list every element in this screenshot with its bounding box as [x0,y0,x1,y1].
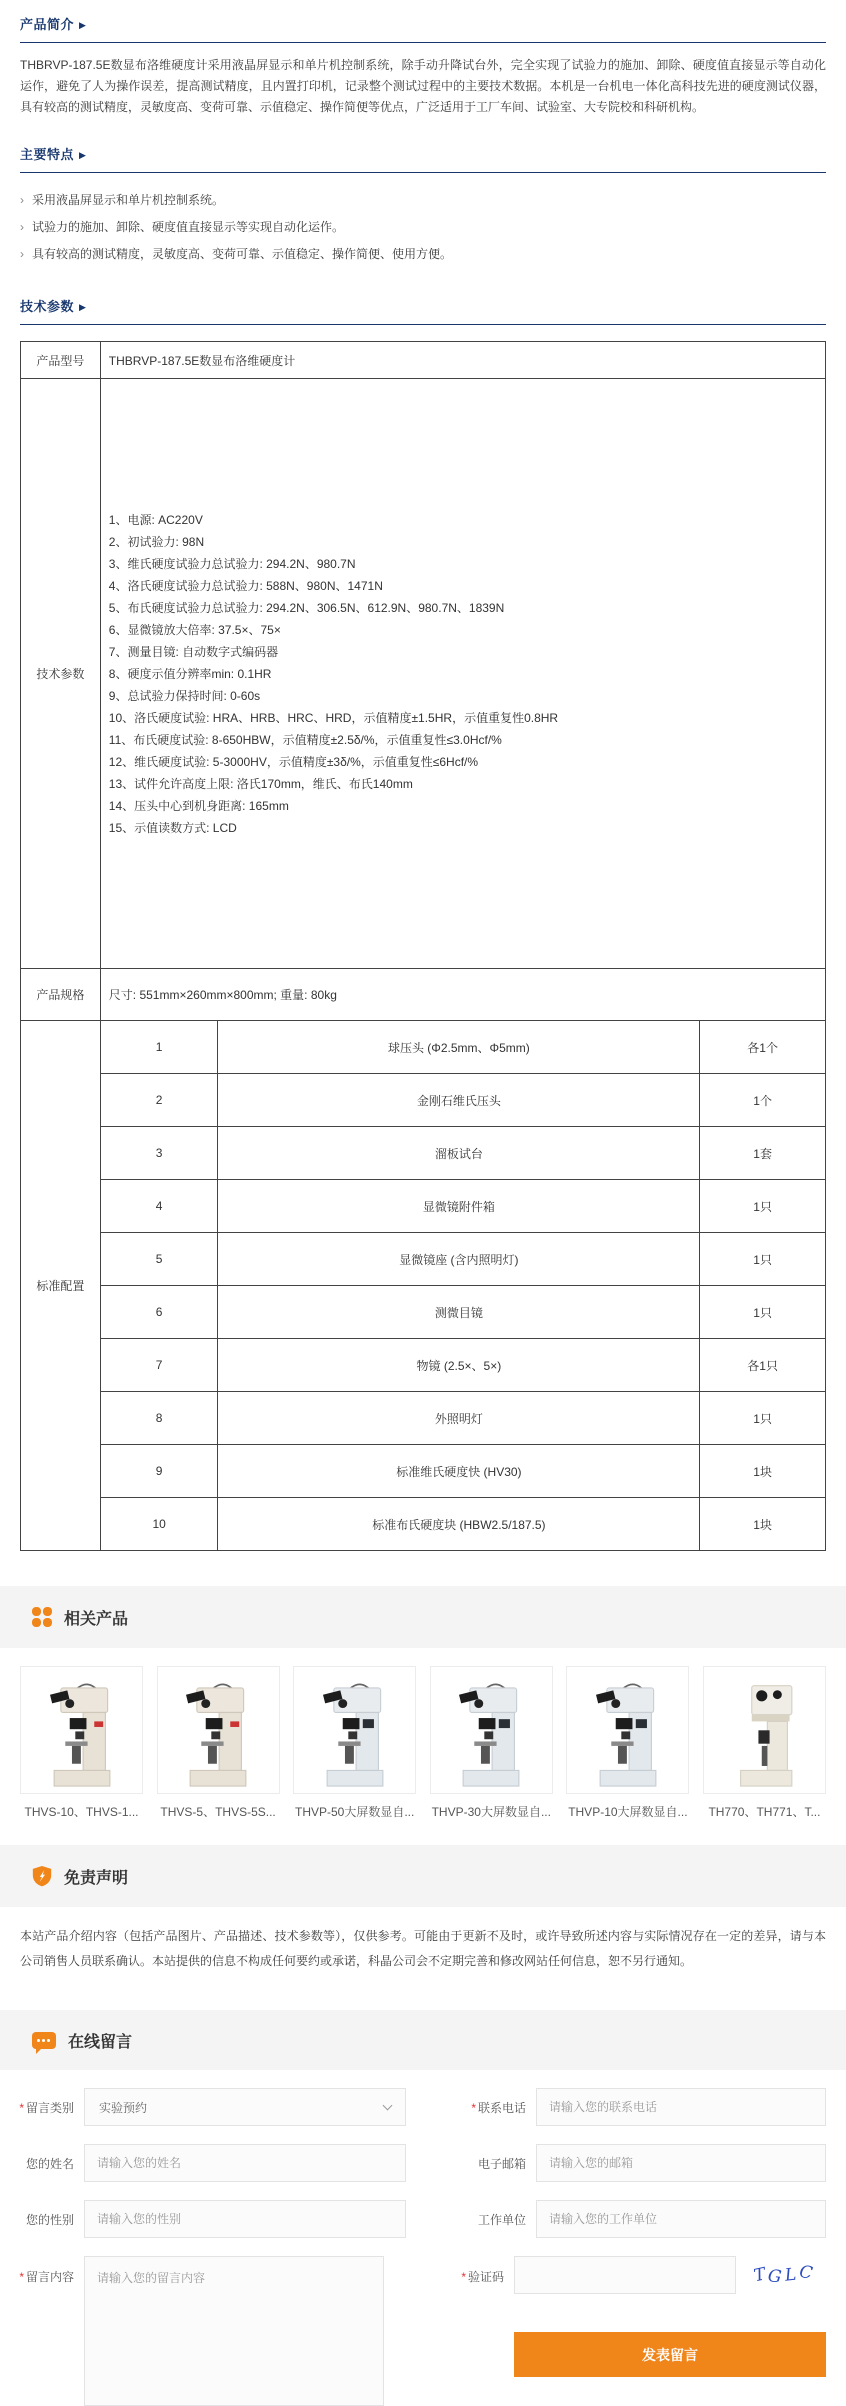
config-no: 3 [100,1127,218,1180]
param-line: 11、布氏硬度试验: 8-650HBW，示值精度±2.5δ/%，示值重复性≤3.0Hcf/% [108,732,502,747]
gender-input[interactable] [84,2200,406,2238]
config-item: 显微镜附件箱 [218,1180,700,1233]
company-label: 工作单位 [477,2212,526,2227]
captcha-input[interactable] [514,2256,736,2294]
message-form [0,2070,846,2406]
required-mark: * [471,2100,476,2115]
config-item: 测微目镜 [218,1286,700,1339]
form-row [8,2144,826,2182]
product-name[interactable]: TH770、TH771、T... [708,1805,821,1819]
size-value: 尺寸: 551mm×260mm×800mm; 重量: 80kg [100,969,825,1021]
feature-item [20,187,826,214]
message-form-title: 在线留言 [68,2033,133,2051]
config-row [21,1180,826,1233]
feature-text: 采用液晶屏显示和单片机控制系统。 [32,193,225,207]
param-line: 10、洛氏硬度试验: HRA、HRB、HRC、HRD，示值精度±1.5HR，示值重复性0.8HR [108,710,559,725]
table-row-size [21,969,826,1021]
field-gender [8,2200,406,2238]
config-row [21,1127,826,1180]
config-qty: 1块 [700,1498,826,1551]
form-row [8,2256,826,2406]
specs-title: 技术参数 [20,299,75,314]
product-name[interactable]: THVS-10、THVS-1... [24,1805,139,1819]
company-input[interactable] [536,2200,826,2238]
config-qty: 各1只 [700,1339,826,1392]
product-image [430,1666,553,1794]
required-mark: * [461,2270,466,2284]
param-line: 7、测量目镜: 自动数字式编码器 [108,644,279,659]
config-no: 6 [100,1286,218,1339]
config-row [21,1392,826,1445]
config-no: 7 [100,1339,218,1392]
param-line: 15、示值读数方式: LCD [108,820,237,835]
chat-bubble-icon [32,2032,56,2049]
product-name[interactable]: THVP-10大屏数显自... [568,1805,688,1819]
product-image [157,1666,280,1794]
product-name[interactable]: THVS-5、THVS-5S... [160,1805,276,1819]
chevron-down-icon [383,2100,393,2110]
category-label: * 留言类别 [19,2100,74,2115]
config-item: 金刚石维氏压头 [218,1074,700,1127]
param-line: 13、试件允许高度上限: 洛氏170mm，维氏、布氏140mm [108,776,413,791]
table-row-model [21,342,826,379]
size-label: 产品规格 [21,969,101,1021]
intro-title: 产品简介 [20,17,75,32]
param-line: 4、洛氏硬度试验力总试验力: 588N、980N、1471N [108,578,383,593]
config-item: 溜板试台 [218,1127,700,1180]
product-image [20,1666,143,1794]
config-no: 4 [100,1180,218,1233]
param-line: 5、布氏硬度试验力总试验力: 294.2N、306.5N、612.9N、980.7N、1839N [108,600,505,615]
phone-input[interactable] [536,2088,826,2126]
param-line: 14、压头中心到机身距离: 165mm [108,798,289,813]
intro-section-heading [0,14,846,33]
submit-message-button[interactable]: 发表留言 [514,2332,826,2377]
product-image [566,1666,689,1794]
feature-item [20,241,826,268]
product-name[interactable]: THVP-30大屏数显自... [431,1805,551,1819]
bullet-icon: › [20,247,24,261]
feature-item [20,214,826,241]
config-qty: 1只 [700,1392,826,1445]
config-row [21,1074,826,1127]
heading-rule [20,42,826,43]
field-content [8,2256,384,2406]
param-line: 3、维氏硬度试验力总试验力: 294.2N、980.7N [108,556,356,571]
content-textarea[interactable] [84,2256,384,2406]
config-row [21,1286,826,1339]
config-item: 标准维氏硬度快 (HV30) [218,1445,700,1498]
product-image [703,1666,826,1794]
email-label: 电子邮箱 [477,2156,526,2171]
field-email [460,2144,826,2182]
param-line: 8、硬度示值分辨率min: 0.1HR [108,666,272,681]
config-qty: 各1个 [700,1021,826,1074]
config-item: 显微镜座 (含内照明灯) [218,1233,700,1286]
product-image [293,1666,416,1794]
field-company [460,2200,826,2238]
hardness-tester-illustration [452,1681,530,1793]
product-card[interactable] [157,1666,280,1820]
heading-rule [20,172,826,173]
product-card[interactable] [20,1666,143,1820]
disclaimer-title: 免责声明 [64,1869,129,1887]
config-qty: 1个 [700,1074,826,1127]
hardness-tester-illustration [725,1681,803,1793]
product-card[interactable] [566,1666,689,1820]
config-row [21,1339,826,1392]
shield-icon [32,1865,52,1887]
config-qty: 1只 [700,1286,826,1339]
config-no: 9 [100,1445,218,1498]
feature-text: 具有较高的测试精度，灵敏度高、变荷可靠、示值稳定、操作简便、使用方便。 [32,247,453,261]
heading-arrow-icon: ▶ [79,302,86,312]
param-line: 1、电源: AC220V [108,512,203,527]
config-no: 2 [100,1074,218,1127]
config-row [21,1021,826,1074]
disclaimer-text: 本站产品介绍内容（包括产品图片、产品描述、技术参数等），仅供参考。可能由于更新不及时，或许导致所述内容与实际情况存在一定的差异，请与本公司销售人员联系确认。本站提供的信息不构成任何要约或承诺，科晶公司会不定期完善和修改网站任何信息，恕不另行通知。 [20,1929,826,1968]
category-selected-value: 实验预约 [99,2100,148,2115]
phone-label: * 联系电话 [471,2100,526,2115]
config-row [21,1445,826,1498]
config-no: 1 [100,1021,218,1074]
config-no: 10 [100,1498,218,1551]
name-label: 您的姓名 [25,2156,74,2171]
heading-rule [20,324,826,325]
related-products-row [0,1648,846,1820]
bullet-icon: › [20,220,24,234]
heading-arrow-icon: ▶ [79,150,86,160]
config-no: 5 [100,1233,218,1286]
captcha-row [514,2256,826,2294]
params-cell [100,379,825,969]
model-value: THBRVP-187.5E数显布洛维硬度计 [100,342,825,379]
config-no: 8 [100,1392,218,1445]
features-list [0,187,846,268]
hardness-tester-illustration [43,1681,121,1793]
category-select[interactable] [84,2088,406,2126]
captcha-image[interactable]: TGLC [752,2261,818,2288]
related-products-title: 相关产品 [64,1610,129,1628]
features-title: 主要特点 [20,147,75,162]
params-label: 技术参数 [21,379,101,969]
form-row [8,2088,826,2126]
config-item: 球压头 (Φ2.5mm、Φ5mm) [218,1021,700,1074]
clover-icon [32,1607,52,1627]
field-name [8,2144,406,2182]
spec-table [20,341,826,1551]
field-category [8,2088,406,2126]
product-card[interactable] [703,1666,826,1820]
gender-label: 您的性别 [25,2212,74,2227]
config-item: 外照明灯 [218,1392,700,1445]
required-mark: * [19,2100,24,2115]
param-line: 6、显微镜放大倍率: 37.5×、75× [108,622,281,637]
feature-text: 试验力的施加、卸除、硬度值直接显示等实现自动化运作。 [32,220,345,234]
param-line: 9、总试验力保持时间: 0-60s [108,688,261,703]
heading-arrow-icon: ▶ [79,20,86,30]
required-mark: * [19,2270,24,2284]
param-line: 12、维氏硬度试验: 5-3000HV，示值精度±3δ/%，示值重复性≤6Hcf/% [108,754,479,769]
related-products-header [0,1586,846,1648]
config-item: 物镜 (2.5×、5×) [218,1339,700,1392]
config-qty: 1只 [700,1233,826,1286]
model-label: 产品型号 [21,342,101,379]
captcha-label: * 验证码 [461,2270,504,2284]
table-row-params [21,379,826,969]
config-row [21,1498,826,1551]
name-input[interactable] [84,2144,406,2182]
intro-paragraph: THBRVP-187.5E数显布洛维硬度计采用液晶屏显示和单片机控制系统，除手动升降试台外，完全实现了试验力的施加、卸除、硬度值直接显示等自动化运作，避免了人为操作误差，提高测试精度，且内置打印机，记录整个测试过程中的主要技术数据。本机是一台机电一体化高科技先进的硬度测试仪器，具有较高的测试精度，灵敏度高、变荷可靠、示值稳定、操作简便等优点，广泛适用于工厂车间、试验室、大专院校和科研机构。 [20,58,826,114]
config-row [21,1233,826,1286]
product-name[interactable]: THVP-50大屏数显自... [295,1805,415,1819]
field-phone [460,2088,826,2126]
bullet-icon: › [20,193,24,207]
config-qty: 1套 [700,1127,826,1180]
config-qty: 1只 [700,1180,826,1233]
config-item: 标准布氏硬度块 (HBW2.5/187.5) [218,1498,700,1551]
disclaimer-header [0,1845,846,1907]
hardness-tester-illustration [589,1681,667,1793]
config-qty: 1块 [700,1445,826,1498]
features-section-heading [0,144,846,163]
param-line: 2、初试验力: 98N [108,534,205,549]
content-label: * 留言内容 [19,2270,74,2284]
config-label: 标准配置 [21,1021,101,1551]
form-row [8,2200,826,2238]
specs-section-heading [0,296,846,315]
email-input[interactable] [536,2144,826,2182]
hardness-tester-illustration [316,1681,394,1793]
message-form-header [0,2010,846,2070]
product-card[interactable] [293,1666,416,1820]
hardness-tester-illustration [179,1681,257,1793]
product-card[interactable] [430,1666,553,1820]
